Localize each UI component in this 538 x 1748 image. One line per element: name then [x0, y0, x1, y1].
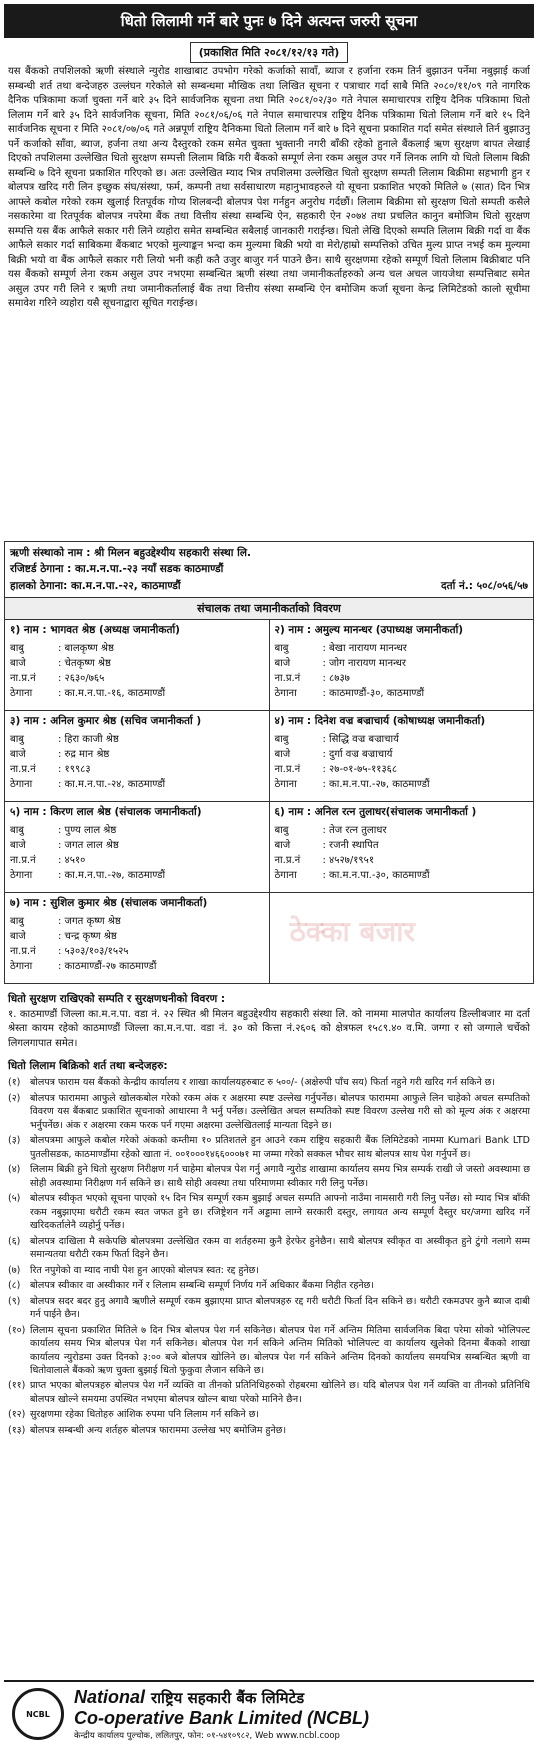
guarantor-card	[270, 802, 535, 893]
guarantor-name: ४) नाम : दिनेश वज्र बज्राचार्य (कोषाध्यक्ष जमानीकर्ता)	[274, 714, 486, 727]
field-label: ठेगाना	[10, 687, 33, 699]
condition-text: बोलपत्र फाराममा आफुले खोलकबोल गरेको रकम अंक र अक्षरमा स्पष्ट उल्लेख गर्नुपर्नेछ। बोलपत्र फाराममा आफुले लिन चाहेको अचल सम्पतिको विवरण यस बैंकबाट प्रकाशित सूचनाको आधारमा नै भर्नु पर्नेछ। उल्लेखित अचल सम्पतिको स्पष्ट विवरण उल्लेख गरी सो को मूल्य अंक र अक्षरमा भर्नुपर्नेछ। अंक र अक्षरमा रकम फरक पर्न गएमा अक्षरमा उल्लेखितलाई मान्यता दिइने छ।	[30, 1092, 530, 1131]
current-address-row	[10, 578, 528, 594]
field-value: : १९९८३	[58, 763, 91, 775]
guarantor-name: २) नाम : अमुल्य मानन्धर (उपाध्यक्ष जमानीकर्ता)	[274, 623, 464, 636]
bank-identity	[74, 1687, 534, 1741]
field-label: ना.प्र.नं	[10, 854, 36, 866]
field-label: बाबु	[10, 824, 25, 836]
guarantor-address	[10, 686, 264, 701]
bank-name-en-2: Co-operative Bank Limited (NCBL)	[74, 1708, 370, 1728]
publish-date: (प्रकाशित मिति २०८१/१२/१३ गते)	[190, 42, 349, 63]
condition-text: बोलपत्र स्वीकार वा अस्वीकार गर्ने र लिलाम सम्बन्धि सम्पूर्ण निर्णय गर्ने अधिकार बैंकमा निहीत रहनेछ।	[30, 1280, 374, 1292]
guarantor-father	[275, 641, 529, 656]
field-label: बाबु	[274, 642, 289, 654]
field-value: : जोग नारायण मानन्धर	[322, 657, 407, 669]
condition-item	[8, 1235, 530, 1262]
guarantor-name: ५) नाम : किरण लाल श्रेष्ठ (संचालक जमानीकर्ता)	[10, 805, 202, 818]
field-label: ठेगाना	[10, 960, 33, 972]
guarantor-card	[270, 620, 535, 711]
field-label: ना.प्र.नं	[10, 672, 36, 684]
condition-text: लिलाम सूचना प्रकाशित मितिले ७ दिन भित्र बोलपत्र पेश गर्न सकिनेछ। बोलपत्र पेश गर्ने अन्तिम मितिमा सार्वजनिक बिदा परेमा सोको भोलिपल्ट कार्यालय समय भित्र बोलपत्र पेश गर्न सकिनेछ। बोलपत्र पेश गर्न सकिने अन्तिम मितिको भोलिपल्ट वा कार्यालय खुलेको दिनमा बैंकको शाखा कार्यालय न्युरोडमा उक्त दिनको ३:०० बजे बोलपत्र खोलिने छ। बोलपत्र पेश गर्न सकिने अन्तिम दिनको कार्यालय समयभित्र सम्बन्धित ऋणी वा धितोवालाले बैंकको ऋण चुक्ता बुझाई धितो फुकुवा लैजान सकिने छ।	[30, 1324, 530, 1376]
field-value: : का.म.न.पा.-२७, काठमाण्डौं	[58, 869, 166, 881]
field-label: ठेगाना	[10, 869, 33, 881]
condition-text: रित नपुगेको वा म्याद नाघी पेश हुन आएको बोलपत्र स्वत: रद्द हुनेछ।	[30, 1264, 259, 1276]
field-value: : चन्द्र कृष्ण श्रेष्ठ	[58, 930, 117, 942]
guarantor-grandfather	[275, 838, 529, 853]
guarantor-father	[275, 823, 529, 838]
condition-text: बोलपत्र स्वीकृत भएको सूचना पाएको १५ दिन भित्र सम्पूर्ण रकम बुझाई अचल सम्पति आफ्नो नाउँमा नामसारी गरी लिनु पर्नेछ। सो म्याद भित्र बाँकी रकम नबुझाएमा धरौटी रकम स्वत जफत हुने छ। रजिष्ट्रेशन गर्ने अड्डामा लाग्ने सरकारी दस्तुर, लगायत अन्य सम्पूर्ण दैस्तुर घर/जग्गा खरिद गर्ने खरिदकर्तालेनै व्यहोर्नु पर्नेछ।	[30, 1193, 530, 1232]
guarantor-father	[10, 641, 264, 656]
guarantors-grid	[4, 620, 534, 984]
guarantors-title: संचालक तथा जमानीकर्ताको विवरण	[4, 598, 534, 620]
guarantor-grandfather	[10, 929, 264, 944]
field-value: : हिरा काजी श्रेष्ठ	[58, 733, 119, 745]
field-label: बाबु	[10, 642, 25, 654]
field-label: बाबु	[10, 915, 25, 927]
field-label: बाजे	[10, 839, 26, 851]
guarantor-citizenship	[10, 671, 264, 686]
condition-item	[8, 1264, 530, 1277]
field-label: ठेगाना	[10, 778, 33, 790]
guarantor-address	[275, 868, 529, 883]
guarantor-father	[275, 732, 529, 747]
conditions-list	[8, 1076, 530, 1437]
condition-item	[8, 1092, 530, 1132]
condition-number: (३)	[8, 1135, 21, 1147]
field-label: बाजे	[274, 657, 291, 669]
guarantor-citizenship	[10, 762, 264, 777]
bank-footer	[4, 1680, 534, 1746]
field-value: : चेतकृष्ण श्रेष्ठ	[58, 657, 111, 669]
condition-number: (७)	[8, 1264, 21, 1276]
guarantor-name: ७) नाम : सुशिल कुमार श्रेष्ठ (संचालक जमानीकर्ता)	[10, 896, 208, 909]
condition-item	[8, 1324, 530, 1378]
borrower-name: ऋणी संस्थाको नाम : श्री मिलन बहुउद्देश्यीय सहकारी संस्था लि.	[10, 547, 251, 559]
condition-item	[8, 1379, 530, 1406]
watermark: ठेक्का बजार	[289, 914, 416, 948]
bank-contact: केन्द्रीय कार्यालय पुल्चोक, ललितपुर, फोन: ०१-५४१०९८२, Web www.ncbl.coop	[74, 1731, 340, 1741]
condition-item	[8, 1076, 530, 1089]
intro-paragraph: यस बैंकको तपशिलको ऋणी संस्थाले न्युरोड शाखाबाट उपभोग गरेको कर्जाको सावाँ, ब्याज र हर्जाना रकम तिर्न बुझाउन पर्नेमा नबुझाई कर्जा सम्बन्धी शर्त तथा बन्देजहरु उल्लंघन गरेकोले सो सम्बन्धमा मौखिक तथा लिखित सूचना र पत्राचार गर्दा साबै मिति २०८०/११/०९ गते नागरिक दैनिक पत्रिकामा कर्जा चुक्ता गर्ने बारे ३५ दिने सार्वजनिक सूचना तथा मिति २०८१/०२/३० गते नेपाल समाचारपत्र राष्ट्रिय दैनिक पत्रिकामा धितो लिलाम गर्ने बारे ३५ दिने सार्वजनिक सूचना, मिति २०८१/०६/०६ गते नेपाल समाचारपत्र राष्ट्रिय दैनिक पत्रिकामा धितो लिलाम गर्ने बारे १५ दिने सार्वजनिक सूचना र मिति २०८१/०७/०६ गते अन्नपूर्ण राष्ट्रिय दैनिकमा धितो लिलाम गर्ने बारे ७ दिने सूचना प्रकाशित गर्दा समेत संस्थाले तिर्न बुझाउनु पर्ने कर्जाको साँवा, ब्याज, हर्जना तथा अन्य दैस्तुरको रकम समेत चुक्ता भुक्तानी नगरी बाँकी रहेको हुनाले बैंकलाई ऋण सुरक्षण बापत लेखाई दिएको तपशिलमा उल्लेखित धितो सुरक्षण सम्पत्ती लिलाम बिक्रि गरी बैंकको सम्पूर्ण लेना रकम असुल उपर गर्ने लिनक लागि यो धितो लिलाम बिक्री सम्बन्धि ७ दिने सूचना प्रकाशित गरिएको छ। अतः उल्लेखित म्याद भित्र तपशिलमा उल्लेखित धितो सुरक्षण सम्पती लिलाम बिक्रीमा सहभागी हुन र बोलपत्र खरिद गरी लिन इच्छुक संघ/संस्था, फर्म, कम्पनी तथा सर्वसाधारण महानुभावहरुले यो सूचना प्रकाशित भएको मितिले ७ (सात) दिन भित्र आफ्ले कबोल गरेको रकम खुलाई रितपूर्वक गोप्य शिलबन्दी बोलपत्र पेश गर्नहुन अनुरोध गर्दछौं। लिलाम बिक्रीमा सो सुरक्षण धितो सम्पती कसैले नसकारेमा वा रितपूर्वक बोलपत्र नपरेमा बैंक तथा वित्तीय संस्था सम्बन्धि ऐन, सहकारी ऐन २०७४ तथा प्रचलित कानुन बमोजिम धितो सुरक्षण सम्पत्ति यस बैंक आफैले सकार गरी लिने व्यहोरा समेत सम्बन्धित सबैलाई जानकारी गराईन्छ। धितो लेखि दिएको सम्पति लिलाम बिक्री गर्दा वा बैंक आफैले सकार गर्दा साबिकमा बैंकबाट भएको मुल्याङ्कन भन्दा कम मुल्यमा बिक्री भयो वा मेरो/हाम्रो सम्पत्तिको उचित मुल्य प्राप्त नभई कम मुल्यमा बिक्री भयो वा बैंक आफैले सकार गरी लियो भनी कही कतै उजुर बाजुर गर्न पाउने छैन। साथै सुरक्षणमा रहेको सम्पूर्ण धितो लिलाम बिक्रीबाट पनि यस बैंकको सम्पूर्ण लेना रकम असुल उपर नभएमा सम्बन्धित ऋणी संस्था तथा जमानीकर्ताहरुको अन्य चल अचल जायजेथा सम्पत्तिबाट समेत असुल उपर गरी लिने र ऋणी तथा जमानीकर्तालाई बैंक तथा वित्तीय संस्था सम्बन्धि ऐन बमोजिम कर्जा सूचना केन्द्र लिमिटेडको कालो सूचीमा समावेश गरिने व्यहोरा यसै सूचनाद्वारा सूचित गराईन्छ।	[8, 66, 530, 309]
field-label: ना.प्र.नं	[274, 672, 301, 684]
condition-item	[8, 1408, 530, 1421]
condition-number: (२)	[8, 1092, 21, 1104]
field-label: बाबु	[10, 733, 25, 745]
field-label: बाजे	[274, 839, 291, 851]
field-label: ना.प्र.नं	[274, 763, 301, 775]
field-label: बाबु	[274, 733, 289, 745]
field-value: : सिद्धि वज्र बज्राचार्य	[322, 733, 399, 745]
condition-text: बोलपत्र फाराम यस बैंकको केन्द्रीय कार्यालय र शाखा कार्यालयहरुबाट रु ५००/- (अक्षेरुपी पाँच सय) फिर्ता नहुने गरी खरिद गर्न सकिने छ।	[30, 1077, 496, 1089]
field-value: : का.म.न.पा.-१६, काठमाण्डौं	[58, 687, 166, 699]
guarantor-card	[5, 711, 270, 802]
borrower-info	[4, 541, 534, 598]
guarantor-grandfather	[275, 747, 529, 762]
guarantor-father	[10, 914, 264, 929]
field-value: : ४५१०	[58, 854, 86, 866]
condition-item	[8, 1424, 530, 1437]
field-label: ना.प्र.नं	[274, 854, 301, 866]
field-value: : ८७३७	[322, 672, 350, 684]
field-label: बाजे	[274, 748, 291, 760]
bank-name-row	[74, 1687, 534, 1708]
field-value: : २७-०१-७५-११३६८	[322, 763, 398, 775]
guarantor-name: ३) नाम : अनिल कुमार श्रेष्ठ (सचिव जमानीकर्ता )	[10, 714, 202, 727]
guarantor-father	[10, 823, 264, 838]
field-label: ठेगाना	[274, 778, 297, 790]
field-value: : दुर्गा वज्र बज्राचार्य	[322, 748, 393, 760]
empty-grid-cell	[270, 893, 535, 984]
condition-text: लिलाम बिक्री हुने धितो सुरक्षण निरीक्षण गर्न चाहेमा बोलपत्र पेश गर्नु अगावै न्युरोड शाखामा कार्यालय समय भित्र सम्पर्क राखी जे जस्तो अवस्थामा छ सोही अवस्थामा निरीक्षण गर्न सकिने छ। साथै सोही अवस्था तथा परिमाणमा स्वीकार गरी लिनु पर्नेछ।	[30, 1164, 530, 1189]
registered-address: रजिष्टर्ड ठेगाना : का.म.न.पा.-२३ नयाँ सडक काठमाण्डौं	[10, 563, 224, 576]
condition-number: (४)	[8, 1164, 21, 1176]
bank-logo-text: NCBL	[26, 1709, 50, 1719]
field-value: : काठमाण्डौं-३०, काठमाण्डौं	[322, 687, 425, 699]
condition-text: बोलपत्र सम्बन्धी अन्य शर्तहरु बोलपत्र फाराममा उल्लेख भए बमोजिम हुनेछ।	[30, 1424, 287, 1436]
field-label: बाबु	[274, 824, 289, 836]
field-label: बाजे	[10, 748, 26, 760]
field-value: : का.म.न.पा.-२७, काठमाण्डौं	[322, 778, 430, 790]
field-value: : का.म.न.पा.-३०, काठमाण्डौं	[322, 869, 430, 881]
guarantor-address	[10, 868, 264, 883]
notice-title: धितो लिलामी गर्ने बारे पुनः ७ दिने अत्यन्त जरुरी सूचना	[4, 4, 534, 38]
condition-number: (८)	[8, 1280, 21, 1292]
field-value: : जगत कृष्ण श्रेष्ठ	[58, 915, 121, 927]
guarantor-card	[5, 893, 270, 984]
field-value: : बालकृष्ण श्रेष्ठ	[58, 642, 114, 654]
current-address: हालको ठेगाना: का.म.न.पा.-२२, काठमाण्डौं	[10, 579, 181, 592]
conditions-title: धितो लिलाम बिक्रिको शर्त तथा बन्देजहरु:	[8, 1060, 168, 1073]
guarantor-grandfather	[275, 656, 529, 671]
condition-item	[8, 1279, 530, 1292]
guarantor-address	[10, 777, 264, 792]
guarantor-grandfather	[10, 656, 264, 671]
condition-item	[8, 1134, 530, 1161]
guarantor-name: १) नाम : भागवत श्रेष्ठ (अध्यक्ष जमानीकर्ता)	[10, 623, 180, 636]
bank-name-np: राष्ट्रिय सहकारी बैंक लिमिटेड	[151, 1689, 305, 1707]
field-label: बाजे	[10, 930, 26, 942]
condition-number: (१३)	[8, 1424, 26, 1436]
condition-number: (१२)	[8, 1409, 26, 1421]
condition-item	[8, 1163, 530, 1190]
condition-number: (९)	[8, 1295, 21, 1307]
registration-number: दर्ता नं.: ५०८/०५६/५७	[441, 579, 528, 592]
publish-date-box	[4, 42, 534, 63]
field-value: : काठमाण्डौं-२७ काठमाण्डौं	[58, 960, 157, 972]
guarantor-citizenship	[10, 944, 264, 959]
field-value: : तेज रत्न तुलाधर	[322, 824, 387, 836]
bank-logo	[12, 1688, 64, 1740]
guarantor-citizenship	[275, 762, 529, 777]
field-label: बाजे	[10, 657, 26, 669]
guarantor-grandfather	[10, 747, 264, 762]
condition-item	[8, 1295, 530, 1322]
field-value: : रुद्र मान श्रेष्ठ	[58, 748, 110, 760]
field-label: ना.प्र.नं	[10, 945, 36, 957]
condition-text: सुरक्षणमा रहेका धितोहरु आंशिक रुपमा पनि लिलाम गर्न सकिने छ।	[30, 1409, 259, 1421]
field-value: : का.म.न.पा.-२४, काठमाण्डौं	[58, 778, 166, 790]
guarantor-card	[5, 620, 270, 711]
field-label: ठेगाना	[274, 687, 297, 699]
guarantor-address	[275, 777, 529, 792]
field-value: : ४५२७/१९५१	[322, 854, 375, 866]
collateral-details: १. काठमाण्डौं जिल्ला का.म.न.पा. वडा नं. २२ स्थित श्री मिलन बहुउद्देश्यीय सहकारी संस्था लि. को नाममा मालपोत कार्यालय डिल्लीबजार मा दर्ता श्रेस्ता कायम रहेको काठमाण्डौं जिल्ला का.म.न.पा. वडा नं. ३० को कित्ता नं.२६०६ को क्षेत्रफल १५८९.४० व.मि. जग्गा र सो जग्गाले चर्चेको लिगलगापात समेत।	[8, 1008, 530, 1049]
condition-number: (५)	[8, 1193, 21, 1205]
condition-text: बोलपत्र सदर बदर हुनु अगावै ऋणीले सम्पूर्ण रकम बुझाएमा प्राप्त बोलपत्रहरु रद्द गरी धरौटी फिर्ता दिन सकिने छ। धरौटी रकमउपर कुनै ब्याज दाबी गर्न पाईने छैन।	[30, 1295, 530, 1321]
notice-page	[4, 4, 534, 1741]
guarantor-grandfather	[10, 838, 264, 853]
field-value: : ५३०३/१०३/१५२५	[58, 945, 129, 957]
field-label: ना.प्र.नं	[10, 763, 36, 775]
condition-number: (१)	[8, 1077, 21, 1089]
condition-number: (६)	[8, 1235, 21, 1247]
guarantor-card	[270, 711, 535, 802]
condition-text: बोलपत्र दाखिला मै सकेपछि बोलपत्रमा उल्लेखित रकम वा शर्तहरुमा कुनै हेरफेर हुनेछैन। साथै बोलपत्र स्वीकृत वा अस्वीकृत हुने टुंगो नलागे सम्म समान्यतया धरौटी रकम फिर्ता दिइने छैन।	[30, 1235, 530, 1261]
guarantor-card	[5, 802, 270, 893]
guarantor-citizenship	[10, 853, 264, 868]
field-label: ठेगाना	[274, 869, 297, 881]
field-value: : २६३०/७६५	[58, 672, 105, 684]
field-value: : रजनी स्थापित	[322, 839, 379, 851]
condition-number: (११)	[8, 1380, 26, 1392]
guarantor-citizenship	[275, 671, 529, 686]
condition-text: प्राप्त भएका बोलपत्रहरु बोलपत्र पेश गर्ने व्यक्ति वा तीनको प्रतिनिधिहरुको रोहबरमा खोलिने छ। यदि बोलपत्र पेश गर्ने व्यक्ति वा तीनको प्रतिनिधि बोलपत्र खोल्ने समयमा उपस्थित नभएमा बोलपत्र खोल्न बाधा परेको मानिने छैन।	[30, 1380, 530, 1405]
bank-name-en-1: National	[74, 1687, 146, 1707]
guarantor-address	[275, 686, 529, 701]
condition-item	[8, 1192, 530, 1232]
guarantor-citizenship	[275, 853, 529, 868]
condition-text: बोलपत्रमा आफुले कबोल गरेको अंकको कम्तीमा १० प्रतिशतले हुन आउने रकम राष्ट्रिय सहकारी बैंक लिमिटेडको नाममा Kumari Bank LTD पुतलीसडक, काठमाण्डौंमा रहेको खाता नं. ००१०००१४६६०००७१ मा जम्मा गरेको सक्कल भौचर साथ बोलपत्र साथ पेश गर्नुपर्ने छ।	[30, 1135, 530, 1160]
field-value: : बेखा नारायण मानन्धर	[322, 642, 407, 654]
field-value: : पुण्य लाल श्रेष्ठ	[58, 824, 117, 836]
collateral-title: धितो सुरक्षण राखिएको सम्पति र सुरक्षणधनीको विवरण :	[8, 992, 226, 1005]
guarantor-address	[10, 959, 264, 974]
guarantor-father	[10, 732, 264, 747]
guarantor-name: ६) नाम : अनिल रत्न तुलाधर(संचालक जमानीकर्ता )	[274, 805, 477, 818]
condition-number: (१०)	[8, 1324, 26, 1336]
field-value: : जगत लाल श्रेष्ठ	[58, 839, 119, 851]
